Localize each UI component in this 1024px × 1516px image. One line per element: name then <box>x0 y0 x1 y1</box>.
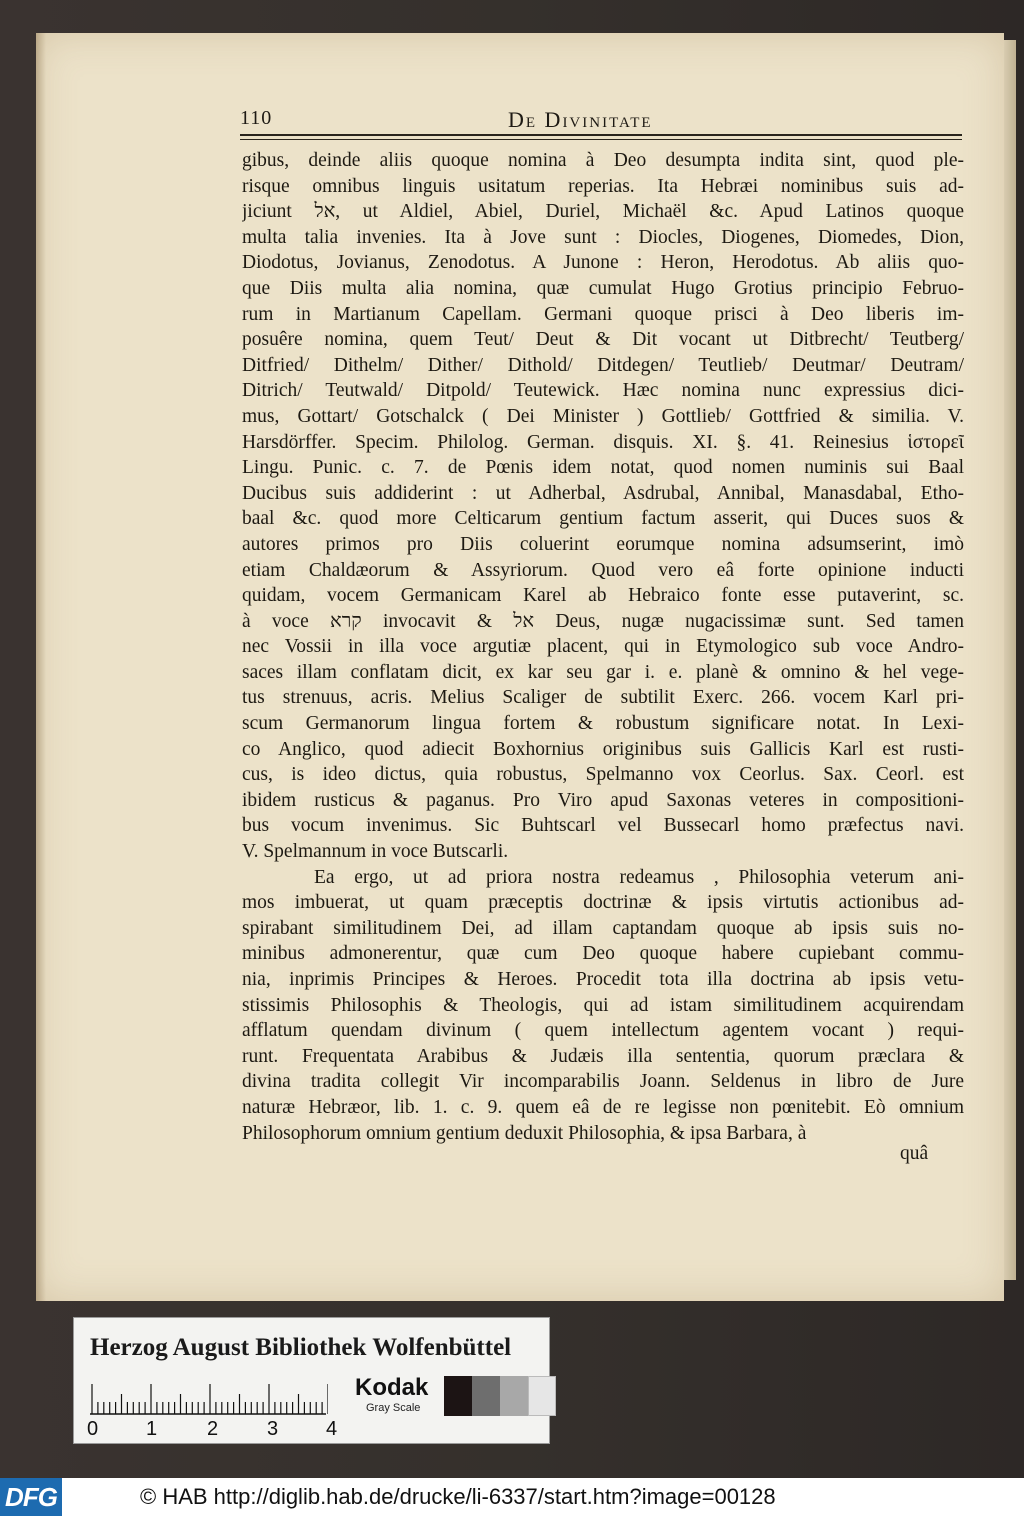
gray-patch-dark <box>472 1376 500 1416</box>
text-line: minibus admonerentur, quæ cum Deo quoque habere cupiebant commu- <box>242 943 964 965</box>
text-line: Ditrich/ Teutwald/ Ditpold/ Teutewick. Hæc nomina nunc expressius dici- <box>242 380 964 402</box>
text-line: divina tradita collegit Vir incomparabilis Joann. Seldenus in libro de Jure <box>242 1071 964 1093</box>
scale-ruler <box>88 1376 328 1416</box>
text-line: co Anglico, quod adiecit Boxhornius originibus suis Gallicis Karl est rusti- <box>242 738 964 760</box>
page-number: 110 <box>240 107 273 129</box>
text-line: Harsdörffer. Specim. Philolog. German. disquis. XI. §. 41. Reinesius ἱστορεῖ <box>242 431 964 453</box>
text-line: Ea ergo, ut ad priora nostra redeamus , Philosophia veterum ani- <box>314 866 964 888</box>
text-line: mos imbuerat, ut quam præceptis doctrinæ & ipsis virtutis actionibus ad- <box>242 892 964 914</box>
library-name: Herzog August Bibliothek Wolfenbüttel <box>90 1334 512 1361</box>
page-fold-shadow <box>36 33 46 1301</box>
library-color-card <box>73 1317 550 1444</box>
dfg-logo: DFG <box>0 1478 62 1516</box>
ruler-number-3: 3 <box>267 1418 279 1440</box>
text-line: baal &c. quod more Celticarum gentium factum asserit, qui Duces suos & <box>242 508 964 530</box>
text-line: nec Vossii in illa voce argutiæ placent, qui in Etymologico sub voce Andro- <box>242 636 964 658</box>
text-line: cus, is ideo dictus, quia robustus, Spelmanno vox Ceorlus. Sax. Ceorl. est <box>242 764 964 786</box>
gray-patch-black <box>444 1376 472 1416</box>
running-title: De Divinitate <box>508 107 653 132</box>
ruler-number-4: 4 <box>326 1418 338 1440</box>
text-line: jiciunt אל, ut Aldiel, Abiel, Duriel, Michaël &c. Apud Latinos quoque <box>242 201 964 223</box>
text-line: V. Spelmannum in voce Butscarli. <box>242 841 509 863</box>
text-line: rum in Martianum Capellam. Germani quoque prisci à Deo liberis im- <box>242 303 964 325</box>
text-line: Ducibus suis addiderint : ut Adherbal, Asdrubal, Annibal, Manasdabal, Etho- <box>242 482 964 504</box>
text-line: Ditfried/ Dithelm/ Dither/ Dithold/ Ditdegen/ Teutlieb/ Deutmar/ Deutram/ <box>242 354 964 376</box>
text-line: tus strenuus, acris. Melius Scaliger de subtilit Exerc. 266. vocem Karl pri- <box>242 687 964 709</box>
kodak-brand: Kodak <box>355 1374 429 1401</box>
text-line: à voce קרא invocavit & אל Deus, nugæ nugacissimæ sunt. Sed tamen <box>242 610 964 632</box>
ruler-number-2: 2 <box>207 1418 219 1440</box>
text-line: saces illam conflatam dicit, ex kar seu gar i. e. planè & omnino & hel vege- <box>242 661 964 683</box>
gray-patch-mid <box>500 1376 528 1416</box>
text-line: autores primos pro Diis coluerint eorumque nomina adsumserint, imò <box>242 533 964 555</box>
text-line: afflatum quendam divinum ( quem intellectum agentem vocant ) requi- <box>242 1020 964 1042</box>
text-line: ibidem rusticus & paganus. Pro Viro apud Saxonas veteres in compositioni- <box>242 789 964 811</box>
page-header <box>240 107 962 131</box>
text-line: que Diis multa alia nomina, quæ cumulat Hugo Grotius principio Februo- <box>242 277 964 299</box>
text-line: nia, inprimis Principes & Heroes. Procedit tota illa doctrina ab ipsis vetu- <box>242 969 964 990</box>
header-rule <box>240 134 962 140</box>
text-line: Lingu. Punic. c. 7. de Pœnis idem notat, quod nomen numinis sui Baal <box>242 457 964 479</box>
text-line: runt. Frequentata Arabibus & Judæis illa sententia, quorum præclara & <box>242 1045 964 1067</box>
text-line: Philosophorum omnium gentium deduxit Philosophia, & ipsa Barbara, à <box>242 1122 807 1144</box>
page-edge <box>1004 40 1016 1280</box>
text-line: multa talia invenies. Ita à Jove sunt : Diocles, Diogenes, Diomedes, Dion, <box>242 226 964 248</box>
gray-patch-light <box>528 1376 556 1416</box>
body-text <box>242 148 964 1146</box>
text-line: naturæ Hebræor, lib. 1. c. 9. quem eâ de re legisse non pœnitebit. Eò omnium <box>242 1096 964 1118</box>
text-line: quidam, vocem Germanicam Karel ab Hebraico fonte esse putaverint, sc. <box>242 585 964 607</box>
text-line: stissimis Philosophis & Theologis, qui ad istam similitudinem acquirendam <box>242 994 964 1016</box>
catchword: quâ <box>900 1143 929 1164</box>
text-line: mus, Gottart/ Gotschalck ( Dei Minister ) Gottlieb/ Gottfried & similia. V. <box>242 405 964 427</box>
ruler-number-0: 0 <box>87 1418 99 1440</box>
text-line: risque omnibus linguis usitatum reperias. Ita Hebræi nominibus suis ad- <box>242 175 964 197</box>
text-line: gibus, deinde aliis quoque nomina à Deo desumpta indita sint, quod ple- <box>242 150 964 171</box>
text-line: scum Germanorum lingua fortem & robustum significare notat. In Lexi- <box>242 713 964 735</box>
text-line: spirabant similitudinem Dei, ad illam captandam quoque ab ipsis suis no- <box>242 917 964 939</box>
text-line: Diodotus, Jovianus, Zenodotus. A Junone : Heron, Herodotus. Ab aliis quo- <box>242 252 964 274</box>
gray-scale-label: Gray Scale <box>366 1402 421 1414</box>
footer-credit: © HAB http://diglib.hab.de/drucke/li-6337/start.htm?image=00128 <box>140 1484 776 1509</box>
text-line: posuêre nomina, quem Teut/ Deut & Dit vocant ut Ditbrecht/ Teutberg/ <box>242 329 964 351</box>
text-line: bus vocum invenimus. Sic Buhtscarl vel Bussecarl homo præfectus navi. <box>242 815 964 837</box>
text-line: etiam Chaldæorum & Assyriorum. Quod vero eâ forte opinione inducti <box>242 559 964 581</box>
ruler-number-1: 1 <box>146 1418 158 1440</box>
